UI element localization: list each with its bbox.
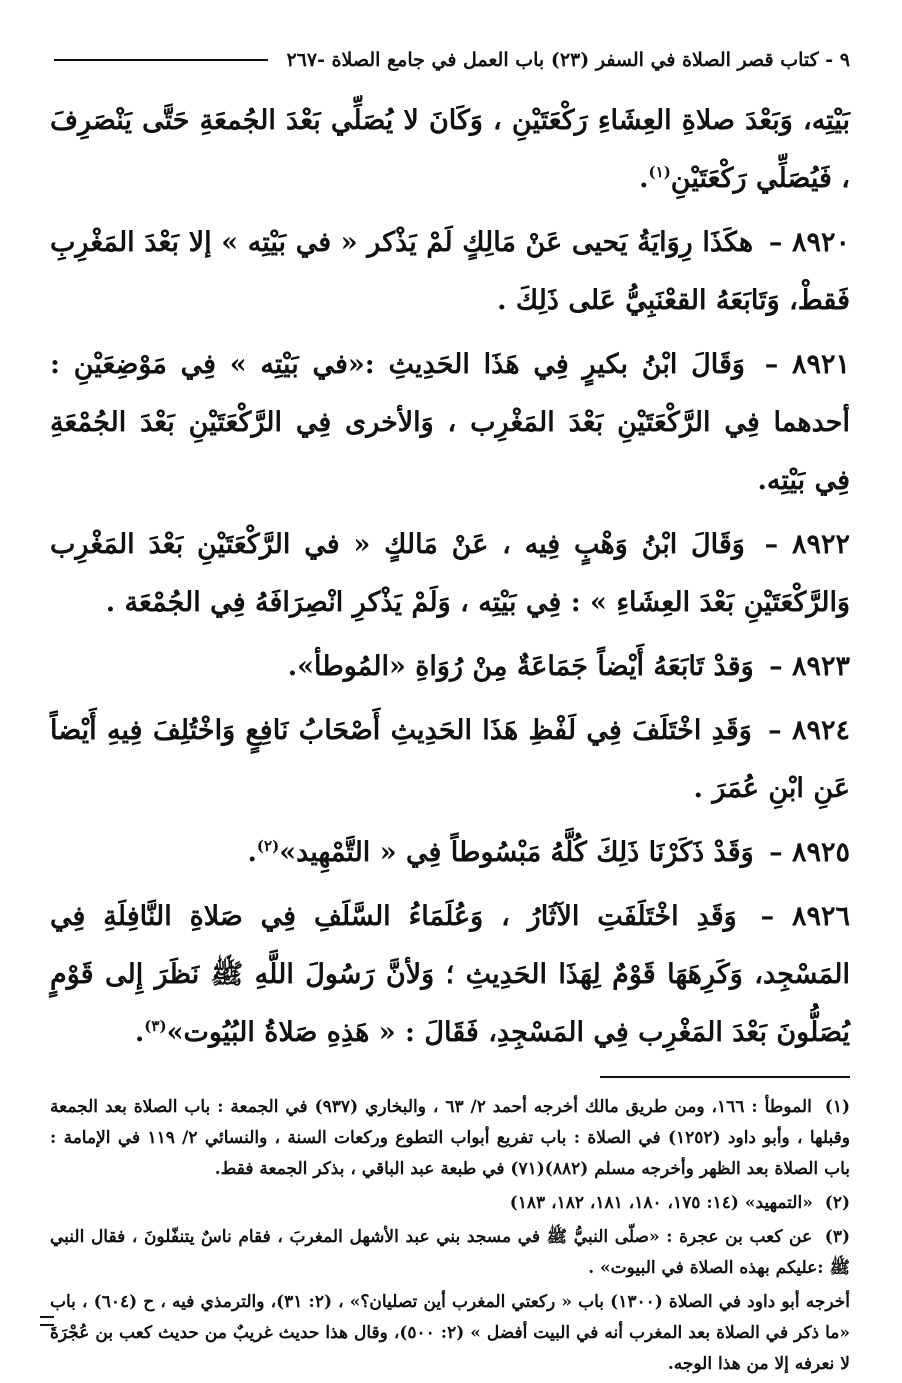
paragraph: [50, 336, 850, 510]
paragraph-tail: .: [639, 163, 649, 194]
paragraph-number: ٨٩٢٠ –: [768, 227, 850, 258]
footnote-mark: (٣): [824, 1227, 850, 1247]
footnote-text: الموطأ : ١٦٦، ومن طريق مالك أخرجه أحمد ٢/ ٦٣ ، والبخاري (٩٣٧) في الجمعة : باب الصلاة بعد الجمعة وقبلها ، وأبو داود (١٢٥٢) في الصلاة : باب تفريع أبواب التطوع وركعات السنة ، والنسائي ٢/ ١١٩ في الإمامة : باب الصلاة بعد الظهر وأخرجه مسلم (٨٨٢)(٧١) في طبعة عبد الباقي ، بذكر الجمعة فقط.: [50, 1097, 850, 1179]
paragraph-number: ٨٩٢٥ –: [769, 837, 850, 868]
footnote-reference[interactable]: (٣): [144, 1017, 167, 1035]
paragraph-tail: .: [134, 1017, 145, 1048]
paragraph-number: ٨٩٢١ –: [764, 349, 850, 380]
footnote-mark: (٢): [824, 1193, 850, 1213]
footnote: [50, 1222, 850, 1284]
footnote-text: عن كعب بن عجرة : «صلّى النبيُّ ﷺ في مسجد بني عبد الأشهل المغربَ ، فقام ناسٌ يتنفّلونَ ، فقال النبي ﷺ :عليكم بهذه الصلاة في البيوت» .: [50, 1227, 850, 1278]
footnote-reference[interactable]: (١): [648, 163, 671, 181]
paragraph-number: ٨٩٢٣ –: [769, 651, 850, 682]
footnote: [50, 1287, 850, 1380]
footnote: [50, 1092, 850, 1185]
paragraph-text: وَقَدِ اخْتَلَفَتِ الآثَارُ ، وَعُلَمَاءُ السَّلَفِ فِي صَلاةِ النَّافِلَةِ فِي المَسْجِد، وَكَرِهَهَا قَوْمٌ لِهَذَا الحَدِيثِ ؛ وَلأنَّ رَسُولَ اللَّهِ ﷺ نَظَرَ إِلى قَوْمٍ يُصَلُّونَ بَعْدَ المَغْرِب فِي المَسْجِدِ، فَقَالَ : « هَذِهِ صَلاةُ البُيُوت»: [50, 901, 850, 1048]
paragraph-text: هكَذَا رِوَايَةُ يَحيى عَنْ مَالِكٍ لَمْ يَذْكر « في بَيْتِه » إلا بَعْدَ المَغْرِبِ فَقطْ، وَتَابَعَهُ القعْنَبِيُّ عَلى ذَلِكَ .: [50, 227, 850, 316]
paragraph: [50, 214, 850, 330]
paragraph: [50, 516, 850, 632]
footnotes: [50, 1092, 850, 1380]
paragraph-text: وَقَدِ اخْتَلَفَ فِي لَفْظِ هَذَا الحَدِيثِ أَصْحَابُ نَافِعٍ وَاخْتُلِفَ فِيهِ أَيْضاً عَنِ ابْنِ عُمَرَ .: [50, 715, 850, 804]
end-of-page-mark: [40, 1316, 54, 1326]
paragraph-number: ٨٩٢٤ –: [768, 715, 851, 746]
paragraph: [50, 702, 850, 818]
paragraph: [50, 888, 850, 1062]
footnote-reference[interactable]: (٢): [256, 837, 280, 855]
paragraph: [50, 824, 850, 882]
header-rule: [54, 59, 268, 61]
paragraph-text: وَقَدْ ذَكَرْنَا ذَلِكَ كُلَّهُ مَبْسُوطاً فِي « التَّمْهِيد»: [279, 837, 754, 868]
header-title: ٩ - كتاب قصر الصلاة في السفر (٢٣) باب العمل في جامع الصلاة -٢٦٧: [286, 49, 850, 71]
paragraph-text: وَقَالَ ابْنُ وَهْبٍ فِيه ، عَنْ مَالكٍ « في الرَّكْعَتَيْنِ بَعْدَ المَغْرِب وَالرَّكْعَتَيْنِ بَعْدَ العِشَاءِ » : فِي بَيْتِه ، وَلَمْ يَذْكرِ انْصِرَافَهُ فِي الجُمْعَة .: [50, 529, 850, 618]
paragraph-tail: .: [247, 837, 257, 868]
paragraph-text: وَقَالَ ابْنُ بكيرٍ فِي هَذَا الحَدِيثِ :«في بَيْتِه » فِي مَوْضِعَيْنِ : أحدهما فِي الرَّكْعَتَيْنِ بَعْدَ المَغْرِب ، وَالأخرى فِي الرَّكْعَتَيْنِ بَعْدَ الجُمْعَةِ فِي بَيْتِه.: [50, 349, 850, 496]
paragraph-text: بَيْتِه، وَبَعْدَ صلاةِ العِشَاءِ رَكْعَتَيْنِ ، وَكَانَ لا يُصَلِّي بَعْدَ الجُمعَةِ حَتَّى يَنْصَرِفَ ، فَيُصَلِّي رَكْعَتَيْنِ: [50, 105, 850, 194]
paragraph-number: ٨٩٢٢ –: [764, 529, 850, 560]
footnote-mark: (١): [824, 1097, 850, 1117]
paragraph: [50, 638, 850, 696]
footnote: [50, 1188, 850, 1219]
document-page: [50, 42, 850, 1383]
footnote-text: «التمهيد» (١٤: ١٧٥، ١٨٠، ١٨١، ١٨٢، ١٨٣): [509, 1193, 813, 1213]
paragraph: [50, 92, 850, 208]
paragraph-number: ٨٩٢٦ –: [760, 901, 850, 932]
footnote-text: أخرجه أبو داود في الصلاة (١٣٠٠) باب « ركعتي المغرب أين تصليان؟» ، (٢: ٣١)، والترمذي فيه ، ح (٦٠٤) ، باب «ما ذكر في الصلاة بعد المغرب أنه في البيت أفضل » (٢: ٥٠٠)، وقال هذا حديث غريبٌ من حديث كعب بن عُجْرَةَ لا نعرفه إلا من هذا الوجه.: [50, 1292, 850, 1374]
paragraph-text: وَقدْ تَابَعَهُ أَيْضاً جَمَاعَةٌ مِنْ رُوَاةِ «المُوطأ».: [287, 651, 754, 682]
main-text: [50, 92, 850, 1062]
running-header: [50, 42, 850, 78]
footnote-separator: [600, 1076, 850, 1078]
